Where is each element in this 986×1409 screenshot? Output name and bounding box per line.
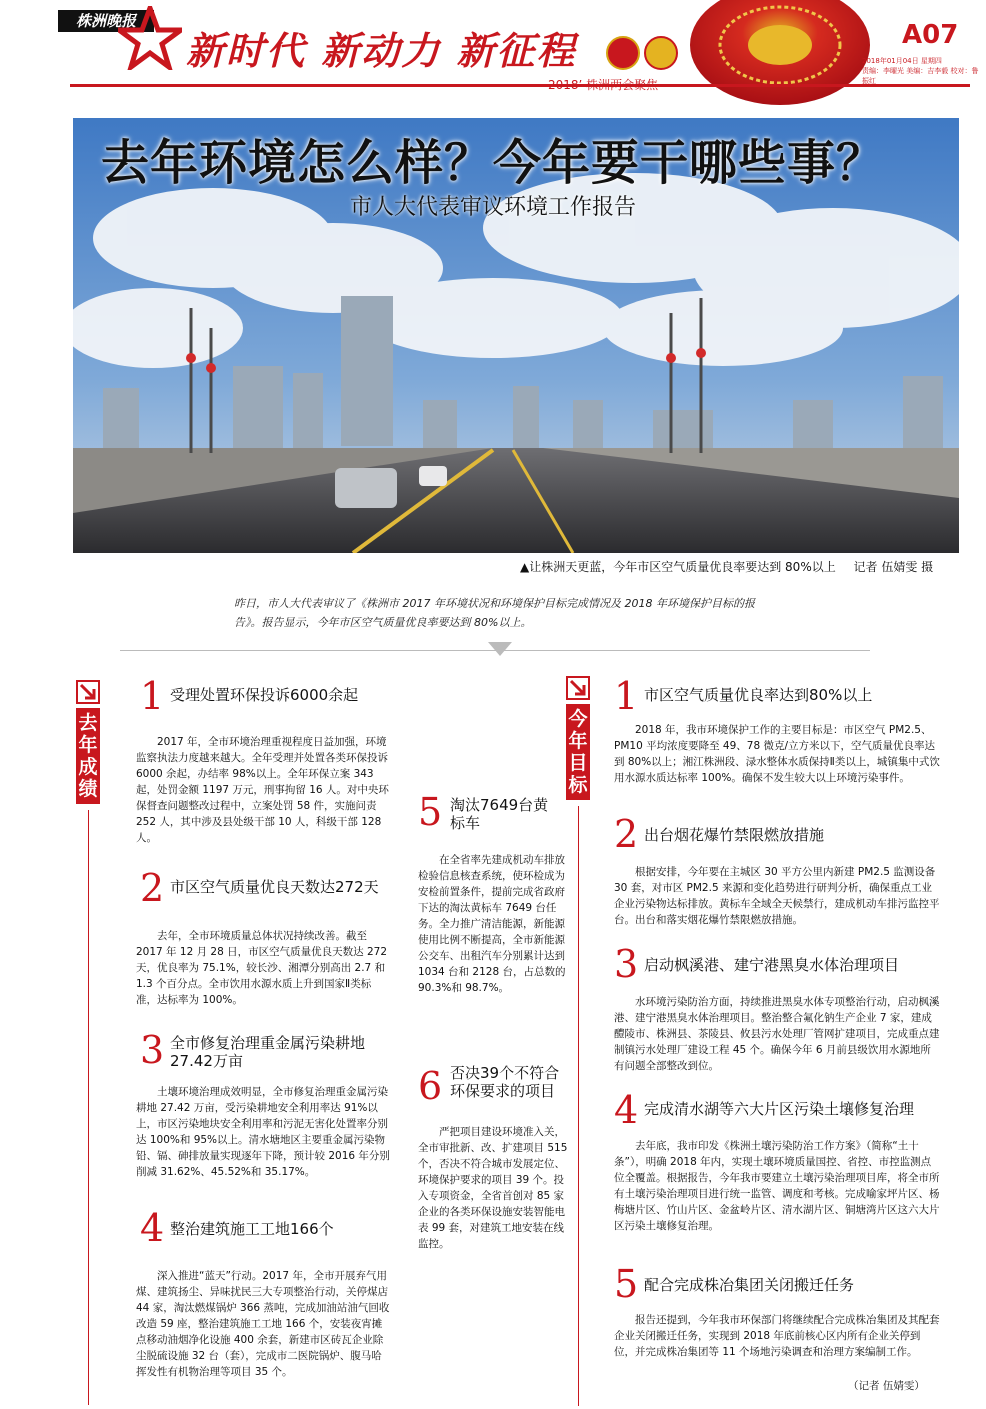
section-body: 深入推进“蓝天”行动。2017 年，全市开展弃气用煤、建筑扬尘、异味扰民三大专项整治行动，关停煤店 44 家，淘汰燃煤锅炉 366 蒸吨，完成加油站油气回收改造 59 座，整治建筑施工工地 166 个，安装夜宵摊点移动油烟净化设施 400 余套，新建市区砖瓦企业除尘脱硫设施 32 台（套），完成市二医院锅炉、腹马哈挥发性有机物治理等项目 35 个。 <box>136 1270 390 1378</box>
section-heading: 市区空气质量优良天数达272天 <box>170 878 379 896</box>
section-heading: 市区空气质量优良率达到80%以上 <box>644 686 873 704</box>
section-heading: 全市修复治理重金属污染耕地27.42万亩 <box>170 1034 366 1070</box>
section-heading: 受理处置环保投诉6000余起 <box>170 686 359 704</box>
section-body: 报告还提到，今年我市环保部门将继续配合完成株冶集团及其配套企业关闭搬迁任务，实现到 2018 年底前核心区内所有企业关停到位，并完成株冶集团等 11 个场地污染调查和治理方案编制工作。 <box>614 1314 940 1358</box>
section-body: 去年底，我市印发《株洲土壤污染防治工作方案》（简称“土十条”），明确 2018 年内，实现土壤环境质量国控、省控、市控监测点位全覆盖。根据报告，今年我市要建立土壤污染治理项目库，将全市所有土壤污染治理项目进行统一监管、调度和考核。完成喻家坪片区、杨梅塘片区、竹山片区、金盆岭片区、清水湖片区、铜塘湾片区这六大片区污染土壤修复治理。 <box>614 1140 940 1232</box>
intro-pointer <box>488 642 512 656</box>
paper-name: 株洲晚报 <box>58 10 154 32</box>
issue-meta <box>862 56 982 86</box>
photo-caption <box>520 558 933 575</box>
section-number: 1 <box>140 674 165 718</box>
section-number: 4 <box>614 1088 639 1132</box>
slogan: 新时代 新动力 新征程 <box>186 28 577 73</box>
section-heading: 启动枫溪港、建宁港黑臭水体治理项目 <box>644 956 900 974</box>
section-body: 去年，全市环境质量总体状况持续改善。截至 2017 年 12 月 28 日，市区空气质量优良天数达 272 天，优良率为 75.1%，较长沙、湘潭分别高出 2.7 和 1.3 个百分点。全市饮用水源水质上升到国家Ⅱ类标准，达标率为 100%。 <box>136 930 388 1006</box>
section-number: 5 <box>614 1262 639 1306</box>
reporter-credit: （记者 伍婧雯） <box>848 1380 925 1392</box>
section-number: 4 <box>140 1206 165 1250</box>
article-intro: 昨日，市人大代表审议了《株洲市 2017 年环境状况和环境保护目标完成情况及 2018 年环境保护目标的报告》。报告显示，今年市区空气质量优良率要达到 80%以上。 <box>234 597 755 629</box>
arrow-down-right-icon <box>566 676 590 700</box>
photo-credit: 记者 伍婧雯 摄 <box>853 560 934 574</box>
section-label: 2018’ 株洲两会聚焦 <box>548 78 659 92</box>
header-rule <box>70 84 970 87</box>
section-heading: 淘汰7649台黄标车 <box>450 796 549 832</box>
section-body: 在全省率先建成机动车排放检验信息核查系统，使环检成为安检前置条件，提前完成省政府下达的淘汰黄标车 7649 台任务。全力推广清洁能源，新能源使用比例不断提高，全市新能源公交车、出租汽车分别累计达到 1034 台和 2128 台，占总数的 90.3%和 98.7%。 <box>418 854 566 994</box>
arrow-down-right-icon <box>76 680 100 704</box>
section-heading: 完成清水湖等六大片区污染土壤修复治理 <box>644 1100 915 1118</box>
caption-text: ▲让株洲天更蓝，今年市区空气质量优良率要达到 80%以上 <box>520 560 836 574</box>
column-label-this-year: 今年目标 <box>566 704 590 800</box>
section-heading: 否决39个不符合环保要求的项目 <box>450 1064 560 1100</box>
section-number: 3 <box>140 1028 165 1072</box>
date-line: 2018年01月04日 星期四 <box>862 57 942 65</box>
section-body: 严把项目建设环境准入关，全市审批新、改、扩建项目 515 个，否决不符合城市发展定位、环境保护要求的项目 39 个。投入专项资金，全省首创对 85 家企业的各类环保设施安装智能电表 99 套，对建筑工地安装在线监控。 <box>418 1126 568 1250</box>
section-heading: 配合完成株冶集团关闭搬迁任务 <box>644 1276 855 1294</box>
section-number: 5 <box>418 790 443 834</box>
article-subtitle: 市人大代表审议环境工作报告 <box>349 195 636 220</box>
section-number: 6 <box>418 1064 443 1108</box>
section-number: 2 <box>614 812 639 856</box>
section-heading: 出台烟花爆竹禁限燃放措施 <box>644 826 825 844</box>
page-number: A07 <box>902 20 959 50</box>
section-number: 1 <box>614 674 639 718</box>
section-body: 根据安排，今年要在主城区 30 平方公里内新建 PM2.5 监测设备 30 套，对市区 PM2.5 来源和变化趋势进行研判分析，确保重点工业企业污染物达标排放。黄标车全域全天候禁行，建成机动车排污监控平台。出台和落实烟花爆竹禁限燃放措施。 <box>614 866 940 926</box>
section-body: 2017 年，全市环境治理重视程度日益加强，环境监察执法力度越来越大。全年受理并处置各类环保投诉 6000 余起，办结率 98%以上。全年环保立案 343 起，处罚金额 1197 万元，刑事拘留 16 人。对中央环保督查问题整改过程中，立案处罚 58 件，实施问责 252 人，其中涉及县处级干部 10 人，科级干部 128 人。 <box>136 736 389 844</box>
section-number: 2 <box>140 866 165 910</box>
section-number: 3 <box>614 942 639 986</box>
left-rule <box>88 810 89 1405</box>
right-rule <box>578 806 579 1406</box>
section-body: 2018 年，我市环境保护工作的主要目标是：市区空气 PM2.5、PM10 平均浓度要降至 49、78 微克/立方米以下，空气质量优良率达到 80%以上；湘江株洲段、渌水整体水质保持Ⅱ类以上，城镇集中式饮用水源水质达标率 100%。确保不发生较大以上环境污染事件。 <box>614 724 940 784</box>
staff-line: 责编：李曜光 美编：吉李毅 校对：鲁振红 <box>862 67 979 85</box>
section-heading: 整治建筑施工工地166个 <box>170 1220 334 1238</box>
red-star-icon <box>118 6 182 70</box>
sunburst-decoration <box>690 0 870 110</box>
article-title: 去年环境怎么样？今年要干哪些事？ <box>100 135 885 191</box>
cppcc-emblem-icon <box>644 36 678 70</box>
column-label-last-year: 去年成绩 <box>76 708 100 804</box>
section-body: 土壤环境治理成效明显，全市修复治理重金属污染耕地 27.42 万亩，受污染耕地安全利用率达 91%以上，市区污染地块安全利用率和污泥无害化处置率分别达 100%和 95%以上。清水塘地区主要重金属污染物铅、镉、砷排放量实现逐年下降，预计较 2016 年分别削减 31.62%、45.52%和 35.17%。 <box>136 1086 390 1178</box>
section-body: 水环境污染防治方面，持续推进黑臭水体专项整治行动，启动枫溪港、建宁港黑臭水体治理项目。整治整合氟化钠生产企业 7 家，建成醴陵市、株洲县、茶陵县、攸县污水处理厂管网扩建项目，完成重点建制镇污水处理厂建设工程 45 个。确保今年 6 月前县级饮用水源地所有问题全部整改到位。 <box>614 996 940 1072</box>
national-emblem-icon <box>606 36 640 70</box>
